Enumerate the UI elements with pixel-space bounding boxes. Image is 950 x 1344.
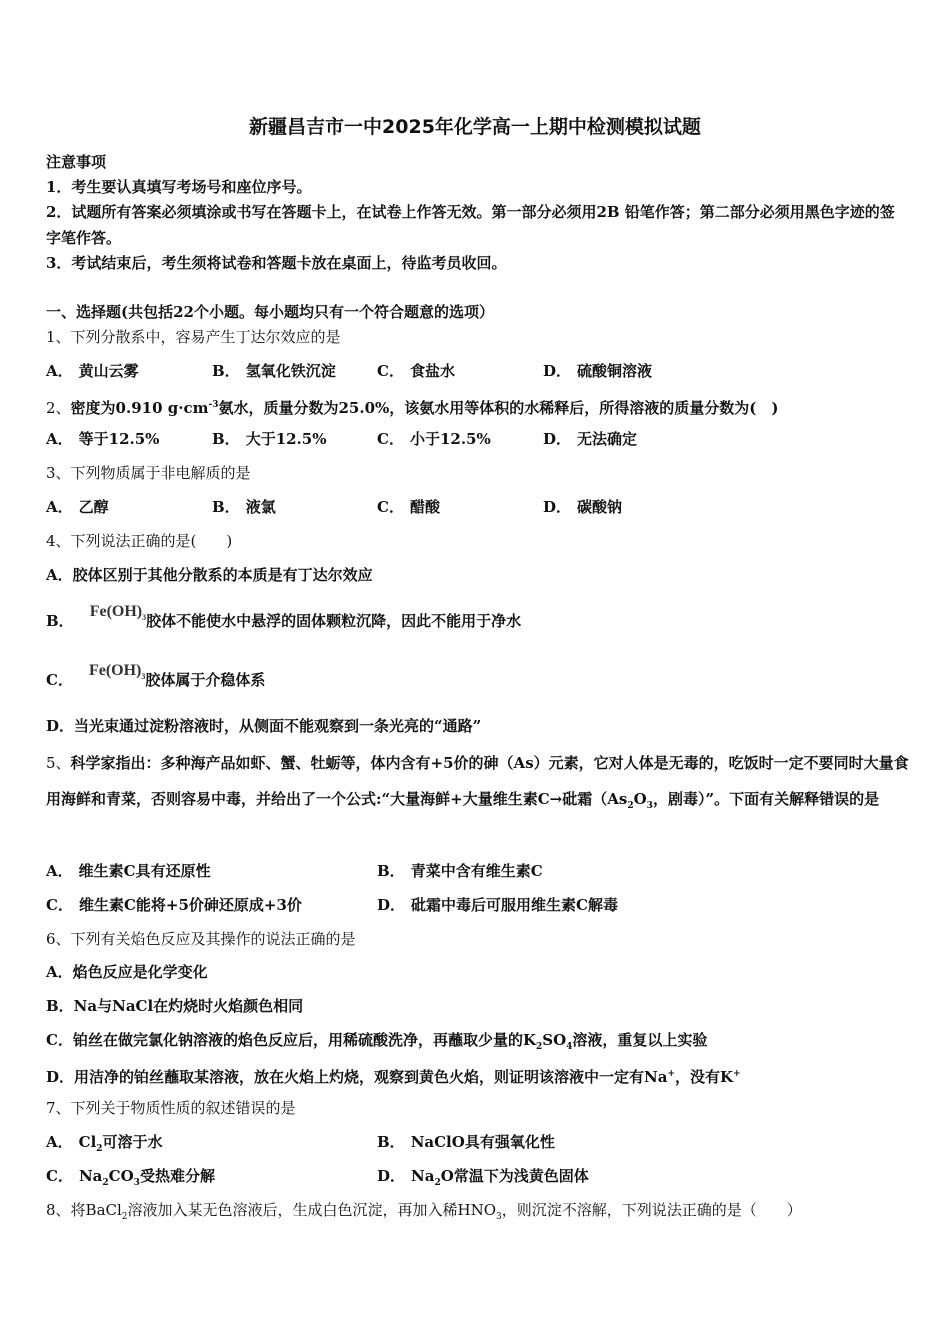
q6-option-d: D．用洁净的铂丝蘸取某溶液，放在火焰上灼烧，观察到黄色火焰，则证明该溶液中一定有Na+，没有K+	[46, 1068, 741, 1086]
page-title: 新疆昌吉市一中2025年化学高一上期中检测模拟试题	[249, 116, 701, 138]
q3-option-d: D． 碳酸钠	[543, 498, 623, 516]
fe-oh-3-formula: $Fe(OH)_3$	[89, 603, 147, 623]
q4-stem: 4、下列说法正确的是( )	[46, 532, 233, 550]
q7-option-c: C． $Na_2CO_3$受热难分解	[46, 1167, 215, 1188]
q2-stem: 2、密度为0.910 $g\cdot cm^{-3}$氨水，质量分数为25.0%，该氨水用等体积的水稀释后，所得溶液的质量分数为( )	[46, 399, 779, 417]
q3-option-c: C． 醋酸	[377, 498, 440, 516]
q4-option-d: D．当光束通过淀粉溶液时，从侧面不能观察到一条光亮的“通路”	[46, 717, 482, 735]
q3-option-b: B． 液氯	[212, 498, 276, 516]
q1-option-d: D． 硫酸铜溶液	[543, 362, 653, 380]
q4-option-a: A．胶体区别于其他分散系的本质是有丁达尔效应	[46, 566, 373, 584]
q3-option-a: A． 乙醇	[46, 498, 109, 516]
q1-option-a: A． 黄山云雾	[46, 362, 139, 380]
q6-stem: 6、下列有关焰色反应及其操作的说法正确的是	[46, 930, 356, 948]
q2-option-a: A． 等于12.5%	[46, 430, 160, 448]
notice-item-1: 1．考生要认真填写考场号和座位序号。	[46, 178, 312, 196]
q6-option-c: C．铂丝在做完氯化钠溶液的焰色反应后，用稀硫酸洗净，再蘸取少量的$K_2SO_4$溶液，重复以上实验	[46, 1031, 708, 1052]
fe-oh-3-formula: $Fe(OH)_3$	[88, 662, 146, 682]
q5-option-d: D． 砒霜中毒后可服用维生素C解毒	[377, 896, 618, 914]
q4-option-b: B．$Fe(OH)_3$胶体不能使水中悬浮的固体颗粒沉降，因此不能用于净水	[46, 603, 522, 630]
q2-option-b: B． 大于12.5%	[212, 430, 327, 448]
q6-option-a: A．焰色反应是化学变化	[46, 963, 208, 981]
q2-option-c: C． 小于12.5%	[377, 430, 491, 448]
q5-option-b: B． 青菜中含有维生素C	[377, 862, 543, 880]
q5-option-c: C． 维生素C能将+5价砷还原成+3价	[46, 896, 302, 914]
notice-item-2: 2．试题所有答案必须填涂或书写在答题卡上，在试卷上作答无效。第一部分必须用2B 铅笔作答；第二部分必须用黑色字迹的签字笔作答。	[46, 203, 895, 247]
q6-option-b: B．Na与NaCl在灼烧时火焰颜色相同	[46, 997, 304, 1015]
q7-option-b: B． NaClO具有强氧化性	[377, 1133, 555, 1151]
q5-option-a: A． 维生素C具有还原性	[46, 862, 211, 880]
q7-option-a: A． $Cl_2$可溶于水	[46, 1133, 163, 1154]
q8-stem: 8、将BaCl$_2$溶液加入某无色溶液后，生成白色沉淀，再加入稀$HNO_3$，则沉淀不溶解，下列说法正确的是（ ）	[46, 1201, 802, 1222]
q3-stem: 3、下列物质属于非电解质的是	[46, 464, 251, 482]
section-heading: 一、选择题(共包括22个小题。每小题均只有一个符合题意的选项）	[46, 303, 494, 321]
q4-option-c: C．$Fe(OH)_3$胶体属于介稳体系	[46, 662, 266, 689]
notice-heading: 注意事项	[46, 153, 107, 171]
q5-stem: 5、科学家指出：多种海产品如虾、蟹、牡蛎等，体内含有+5价的砷（As）元素，它对人体是无毒的，吃饭时一定不要同时大量食用海鲜和青菜，否则容易中毒，并给出了一个公式:“大量海鲜+大量维生素C→砒霜（$As_2O_3$，剧毒）”。下面有关解释错误的是	[46, 754, 909, 811]
q1-stem: 1、下列分散系中，容易产生丁达尔效应的是	[46, 328, 341, 346]
q1-option-b: B． 氢氧化铁沉淀	[212, 362, 336, 380]
q7-stem: 7、下列关于物质性质的叙述错误的是	[46, 1099, 296, 1117]
q1-option-c: C． 食盐水	[377, 362, 455, 380]
notice-item-3: 3．考试结束后，考生须将试卷和答题卡放在桌面上，待监考员收回。	[46, 254, 507, 272]
q2-option-d: D． 无法确定	[543, 430, 638, 448]
q7-option-d: D． $Na_2O$常温下为浅黄色固体	[377, 1167, 589, 1188]
